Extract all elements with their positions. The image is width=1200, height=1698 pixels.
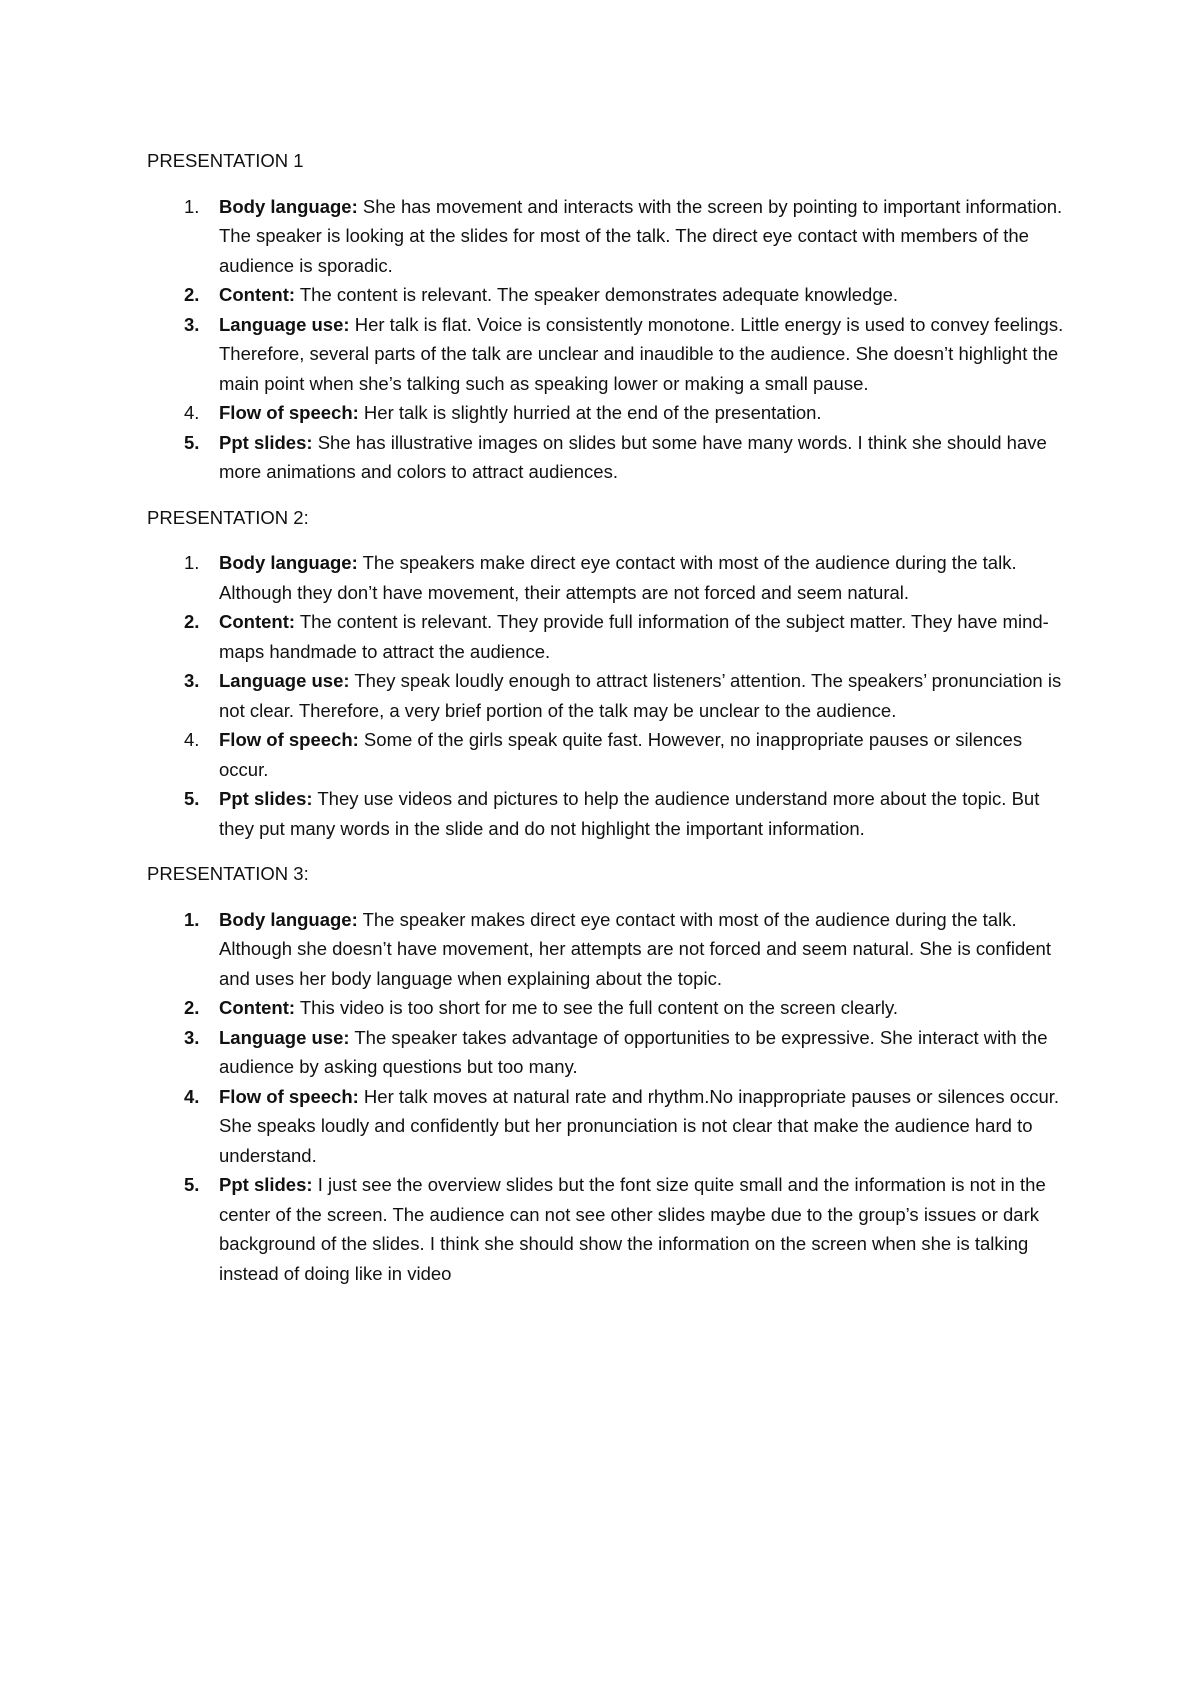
item-label: Content: <box>219 284 296 305</box>
item-label: Flow of speech: <box>219 402 359 423</box>
list-item <box>147 398 1067 428</box>
list-item <box>147 428 1067 487</box>
item-number: 1. <box>184 552 200 573</box>
list-item <box>147 192 1067 281</box>
item-number: 5. <box>184 431 200 453</box>
item-number: 1. <box>184 908 200 930</box>
item-label: Flow of speech: <box>219 1085 359 1107</box>
item-number: 3. <box>184 670 200 691</box>
list-item <box>147 905 1067 994</box>
item-text: The content is relevant. They provide full information of the subject matter. They have mind-maps handmade to attract the audience. <box>219 611 1049 662</box>
item-text: She has movement and interacts with the screen by pointing to important information. The speaker is looking at the slides for most of the talk. The direct eye contact with members of the audience is sporadic. <box>219 195 1063 276</box>
item-text: The speakers make direct eye contact with most of the audience during the talk. Although they don’t have movement, their attempts are not forced and seem natural. <box>219 552 1017 603</box>
document-page <box>147 146 1067 1304</box>
item-label: Language use: <box>219 313 350 335</box>
evaluation-list <box>147 192 1067 487</box>
list-item <box>147 310 1067 399</box>
item-text: Some of the girls speak quite fast. However, no inappropriate pauses or silences occur. <box>219 729 1023 780</box>
item-label: Content: <box>219 611 296 632</box>
list-item <box>147 725 1067 784</box>
list-item <box>147 280 1067 310</box>
list-item <box>147 666 1067 725</box>
list-item <box>147 784 1067 843</box>
list-item <box>147 607 1067 666</box>
item-number: 2. <box>184 997 200 1018</box>
section-title: PRESENTATION 3: <box>147 863 309 884</box>
item-label: Content: <box>219 997 296 1018</box>
item-label: Ppt slides: <box>219 1174 313 1195</box>
section-title: PRESENTATION 1 <box>147 150 304 171</box>
evaluation-list <box>147 548 1067 843</box>
item-number: 2. <box>184 284 200 305</box>
item-text: The speaker makes direct eye contact with most of the audience during the talk. Although she doesn’t have movement, her attempts are not forced and seem natural. She is confident and uses her body language when explaining about the topic. <box>219 908 1051 989</box>
list-item <box>147 548 1067 607</box>
item-number: 4. <box>184 402 200 423</box>
item-text: I just see the overview slides but the font size quite small and the information is not in the center of the screen. The audience can not see other slides maybe due to the group’s issues or dark background of the slides. I think she should show the information on the screen when she is talking instead of doing like in video <box>219 1174 1046 1284</box>
list-item <box>147 1082 1067 1171</box>
item-text: They use videos and pictures to help the audience understand more about the topic. But they put many words in the slide and do not highlight the important information. <box>219 788 1040 839</box>
item-number: 2. <box>184 611 200 632</box>
evaluation-list <box>147 905 1067 1289</box>
item-text: This video is too short for me to see the full content on the screen clearly. <box>295 997 898 1018</box>
item-number: 3. <box>184 313 200 335</box>
item-text: Her talk moves at natural rate and rhythm.No inappropriate pauses or silences occur. She speaks loudly and confidently but her pronunciation is not clear that make the audience hard to understand. <box>219 1085 1060 1166</box>
item-text: She has illustrative images on slides but some have many words. I think she should have more animations and colors to attract audiences. <box>219 431 1047 482</box>
item-text: The speaker takes advantage of opportunities to be expressive. She interact with the audience by asking questions but too many. <box>219 1026 1048 1077</box>
item-number: 3. <box>184 1026 200 1048</box>
presentation-1-section <box>147 146 1067 487</box>
item-text: They speak loudly enough to attract listeners’ attention. The speakers’ pronunciation is not clear. Therefore, a very brief portion of the talk may be unclear to the audience. <box>219 670 1062 721</box>
item-label: Flow of speech: <box>219 729 359 750</box>
item-label: Body language: <box>219 908 358 930</box>
item-text: The content is relevant. The speaker demonstrates adequate knowledge. <box>295 284 899 305</box>
item-label: Language use: <box>219 1026 350 1048</box>
list-item <box>147 993 1067 1023</box>
item-number: 4. <box>184 1085 200 1107</box>
item-number: 5. <box>184 1174 200 1195</box>
section-title: PRESENTATION 2: <box>147 506 309 528</box>
item-label: Ppt slides: <box>219 431 313 453</box>
item-number: 5. <box>184 788 200 809</box>
item-text: Her talk is slightly hurried at the end of the presentation. <box>358 402 822 423</box>
item-number: 1. <box>184 195 200 217</box>
item-text: Her talk is flat. Voice is consistently monotone. Little energy is used to convey feelings. Therefore, several parts of the talk are unclear and inaudible to the audience. She doesn’t highlight the main point when she’s talking such as speaking lower or making a small pause. <box>219 313 1064 394</box>
item-number: 4. <box>184 729 200 750</box>
list-item <box>147 1170 1067 1288</box>
presentation-3-section <box>147 859 1067 1288</box>
item-label: Language use: <box>219 670 350 691</box>
item-label: Body language: <box>219 552 358 573</box>
list-item <box>147 1023 1067 1082</box>
item-label: Body language: <box>219 195 358 217</box>
item-label: Ppt slides: <box>219 788 313 809</box>
presentation-2-section <box>147 503 1067 844</box>
